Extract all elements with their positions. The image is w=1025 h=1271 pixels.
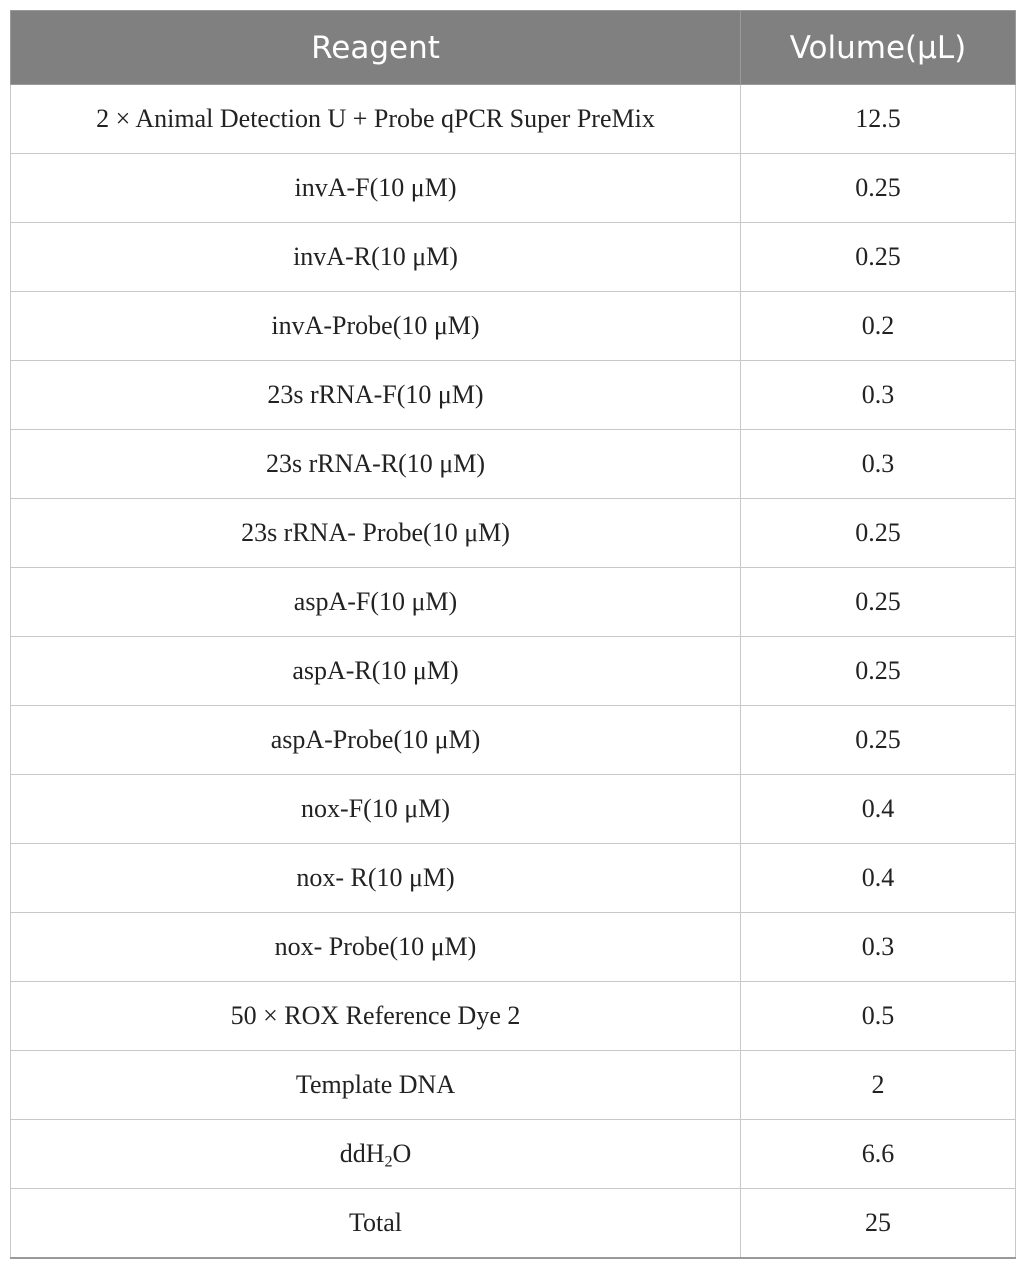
volume-cell: 0.5 — [741, 982, 1016, 1051]
table-header-row — [11, 11, 1016, 85]
volume-cell: 0.25 — [741, 637, 1016, 706]
reagent-cell: nox- Probe(10 μM) — [11, 913, 741, 982]
table-row — [11, 844, 1016, 913]
reagent-formula-base: ddH — [339, 1139, 385, 1168]
volume-cell: 0.4 — [741, 775, 1016, 844]
reagent-cell: nox- R(10 μM) — [11, 844, 741, 913]
volume-cell: 0.3 — [741, 913, 1016, 982]
table-row — [11, 499, 1016, 568]
reagent-cell: aspA-Probe(10 μM) — [11, 706, 741, 775]
reagent-cell: 23s rRNA-R(10 μM) — [11, 430, 741, 499]
table-row — [11, 1120, 1016, 1189]
header-volume: Volume(μL) — [741, 11, 1016, 85]
volume-cell: 0.25 — [741, 223, 1016, 292]
table-row-total — [11, 1189, 1016, 1259]
volume-cell: 6.6 — [741, 1120, 1016, 1189]
reagent-table-container — [10, 10, 1015, 1259]
table-row — [11, 706, 1016, 775]
table-row — [11, 85, 1016, 154]
table-row — [11, 154, 1016, 223]
volume-cell: 0.2 — [741, 292, 1016, 361]
reagent-cell: invA-R(10 μM) — [11, 223, 741, 292]
volume-cell: 0.4 — [741, 844, 1016, 913]
table-row — [11, 982, 1016, 1051]
table-row — [11, 361, 1016, 430]
table-row — [11, 913, 1016, 982]
reagent-cell: Template DNA — [11, 1051, 741, 1120]
table-row — [11, 292, 1016, 361]
reagent-cell: 50 × ROX Reference Dye 2 — [11, 982, 741, 1051]
reagent-cell: nox-F(10 μM) — [11, 775, 741, 844]
volume-cell: 0.25 — [741, 154, 1016, 223]
reagent-cell: Total — [11, 1189, 741, 1259]
reagent-cell: invA-F(10 μM) — [11, 154, 741, 223]
reagent-formula-subscript: 2 — [384, 1153, 393, 1171]
reagent-cell: 23s rRNA- Probe(10 μM) — [11, 499, 741, 568]
header-reagent: Reagent — [11, 11, 741, 85]
table-row — [11, 568, 1016, 637]
volume-cell: 0.25 — [741, 706, 1016, 775]
table-row — [11, 637, 1016, 706]
reagent-cell: 2 × Animal Detection U + Probe qPCR Super PreMix — [11, 85, 741, 154]
reagent-cell: invA-Probe(10 μM) — [11, 292, 741, 361]
reagent-cell: 23s rRNA-F(10 μM) — [11, 361, 741, 430]
table-row — [11, 775, 1016, 844]
volume-cell: 0.25 — [741, 499, 1016, 568]
reagent-formula-tail: O — [392, 1139, 412, 1168]
reagent-cell: aspA-F(10 μM) — [11, 568, 741, 637]
volume-cell: 25 — [741, 1189, 1016, 1259]
table-row — [11, 430, 1016, 499]
volume-cell: 0.25 — [741, 568, 1016, 637]
volume-cell: 12.5 — [741, 85, 1016, 154]
table-row — [11, 1051, 1016, 1120]
table-row — [11, 223, 1016, 292]
volume-cell: 2 — [741, 1051, 1016, 1120]
reagent-cell: aspA-R(10 μM) — [11, 637, 741, 706]
volume-cell: 0.3 — [741, 430, 1016, 499]
reagent-cell — [11, 1120, 741, 1189]
volume-cell: 0.3 — [741, 361, 1016, 430]
reagent-volume-table — [10, 10, 1016, 1259]
